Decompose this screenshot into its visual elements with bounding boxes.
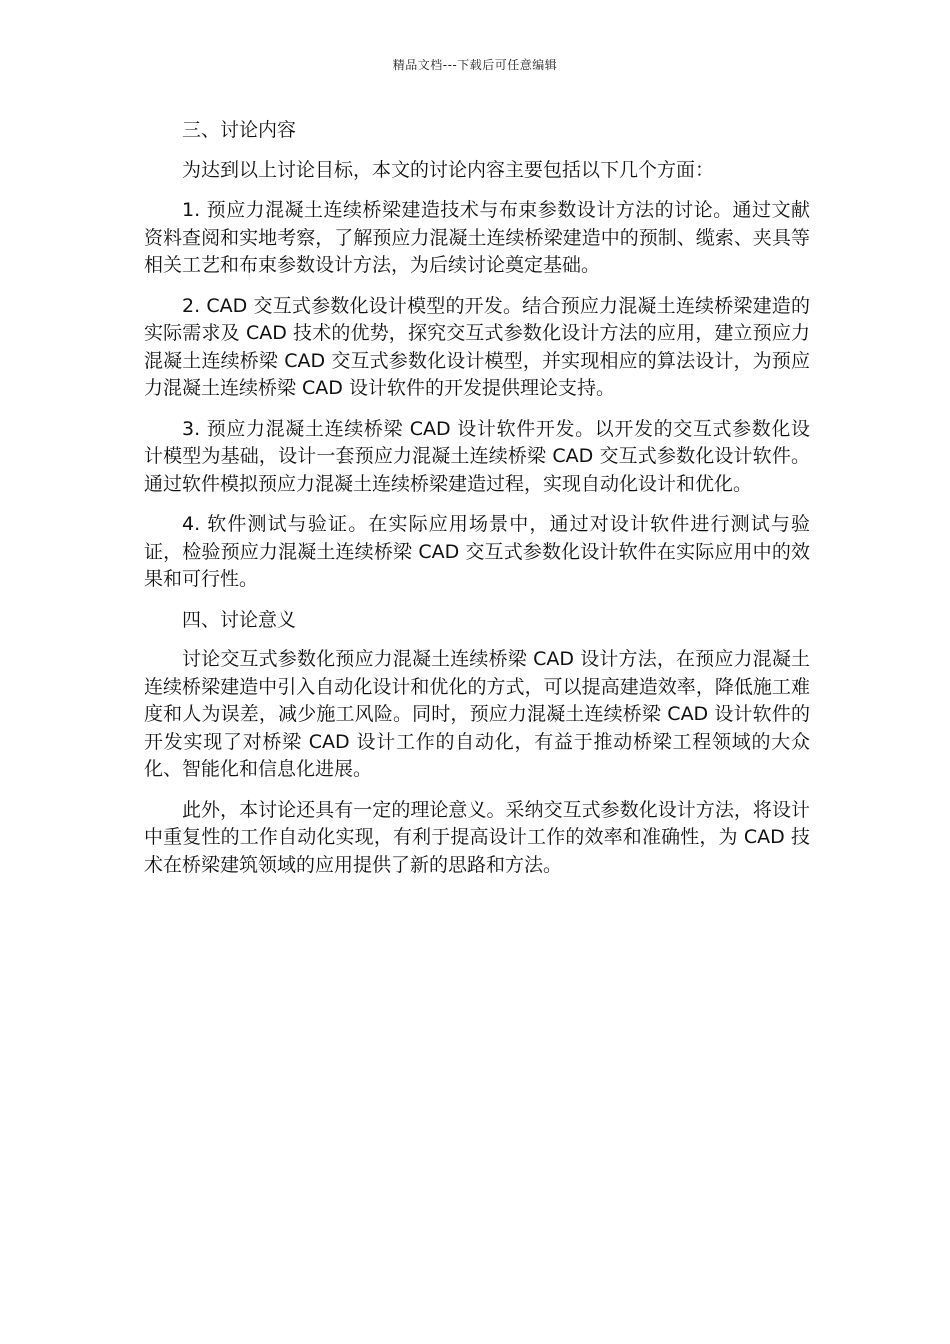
significance-paragraph-2: 此外，本讨论还具有一定的理论意义。采纳交互式参数化设计方法，将设计中重复性的工作自动化实现，有利于提高设计工作的效率和准确性，为 CAD 技术在桥梁建筑领域的应用提供了新的思路和方法。 xyxy=(144,798,810,876)
page-header: 精品文档---下载后可任意编辑 xyxy=(392,58,558,72)
content-item-4: 4. 软件测试与验证。在实际应用场景中，通过对设计软件进行测试与验证，检验预应力混凝土连续桥梁 CAD 交互式参数化设计软件在实际应用中的效果和可行性。 xyxy=(144,513,810,590)
document-body xyxy=(144,117,810,892)
intro-paragraph: 为达到以上讨论目标，本文的讨论内容主要包括以下几个方面： xyxy=(182,158,715,181)
content-item-1: 1. 预应力混凝土连续桥梁建造技术与布束参数设计方法的讨论。通过文献资料查阅和实地考察，了解预应力混凝土连续桥梁建造中的预制、缆索、夹具等相关工艺和布束参数设计方法，为后续讨论奠定基础。 xyxy=(144,199,810,276)
significance-paragraph-1: 讨论交互式参数化预应力混凝土连续桥梁 CAD 设计方法，在预应力混凝土连续桥梁建造中引入自动化设计和优化的方式，可以提高建造效率，降低施工难度和人为误差，减少施工风险。同时，预应力混凝土连续桥梁 CAD 设计软件的开发实现了对桥梁 CAD 设计工作的自动化，有益于推动桥梁工程领域的大众化、智能化和信息化进展。 xyxy=(144,648,810,780)
content-item-2: 2. CAD 交互式参数化设计模型的开发。结合预应力混凝土连续桥梁建造的实际需求及 CAD 技术的优势，探究交互式参数化设计方法的应用，建立预应力混凝土连续桥梁 CAD 交互式参数化设计模型，并实现相应的算法设计，为预应力混凝土连续桥梁 CAD 设计软件的开发提供理论支持。 xyxy=(144,294,810,399)
content-item-3: 3. 预应力混凝土连续桥梁 CAD 设计软件开发。以开发的交互式参数化设计模型为基础，设计一套预应力混凝土连续桥梁 CAD 交互式参数化设计软件。通过软件模拟预应力混凝土连续桥梁建造过程，实现自动化设计和优化。 xyxy=(144,417,810,495)
section-heading-significance: 四、讨论意义 xyxy=(182,608,297,631)
section-heading-content: 三、讨论内容 xyxy=(182,119,297,141)
